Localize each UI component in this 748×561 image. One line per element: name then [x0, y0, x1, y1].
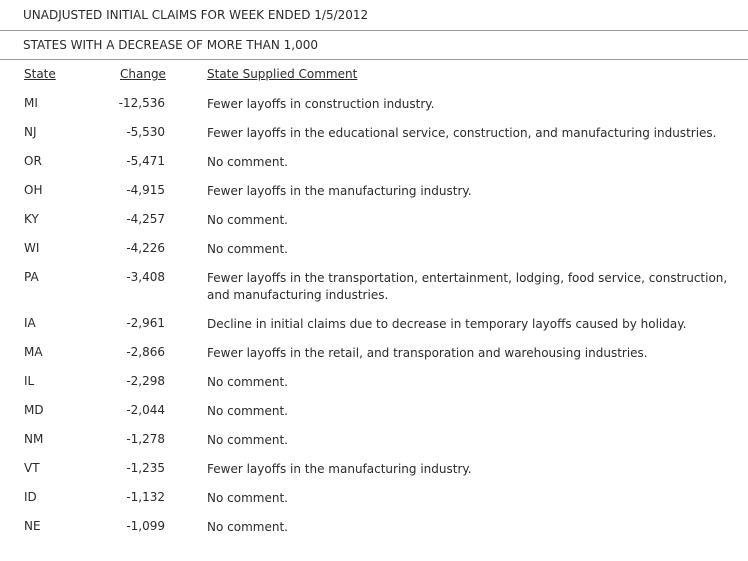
state-cell: PA: [24, 270, 39, 284]
comment-cell: No comment.: [207, 155, 288, 169]
column-header-change: Change: [120, 67, 166, 81]
table-row: [0, 183, 748, 212]
state-cell: KY: [24, 212, 39, 226]
comment-cell: Fewer layoffs in the manufacturing industry.: [207, 462, 472, 476]
table-row: [0, 374, 748, 403]
state-cell: ID: [24, 490, 37, 504]
change-cell: -5,530: [126, 125, 165, 139]
table-header: [0, 67, 748, 85]
state-cell: NE: [24, 519, 41, 533]
state-cell: MD: [24, 403, 44, 417]
comment-cell: No comment.: [207, 433, 288, 447]
change-cell: -2,866: [126, 345, 165, 359]
comment-cell: Fewer layoffs in the retail, and transporation and warehousing industries.: [207, 346, 648, 360]
change-cell: -4,915: [126, 183, 165, 197]
state-cell: MA: [24, 345, 43, 359]
table-row: [0, 490, 748, 519]
state-cell: OR: [24, 154, 42, 168]
state-cell: WI: [24, 241, 40, 255]
state-cell: IA: [24, 316, 36, 330]
table-row: [0, 154, 748, 183]
column-header-comment: State Supplied Comment: [207, 67, 358, 81]
comment-cell: Fewer layoffs in the educational service, construction, and manufacturing industries.: [207, 126, 717, 140]
page-subtitle: STATES WITH A DECREASE OF MORE THAN 1,000: [23, 38, 318, 52]
table-row: [0, 270, 748, 316]
table-row: [0, 519, 748, 548]
table-row: [0, 461, 748, 490]
change-cell: -5,471: [126, 154, 165, 168]
title-row: [0, 0, 748, 31]
change-cell: -1,099: [126, 519, 165, 533]
change-cell: -1,235: [126, 461, 165, 475]
table-row: [0, 212, 748, 241]
table-row: [0, 432, 748, 461]
comment-cell: No comment.: [207, 375, 288, 389]
table-row: [0, 125, 748, 154]
comment-cell: Decline in initial claims due to decrease in temporary layoffs caused by holiday.: [207, 317, 687, 331]
state-cell: OH: [24, 183, 43, 197]
table-row: [0, 96, 748, 125]
subtitle-row: [0, 31, 748, 60]
change-cell: -1,132: [126, 490, 165, 504]
change-cell: -3,408: [126, 270, 165, 284]
state-cell: IL: [24, 374, 35, 388]
state-cell: NJ: [24, 125, 37, 139]
comment-cell: No comment.: [207, 520, 288, 534]
change-cell: -2,044: [126, 403, 165, 417]
comment-cell: Fewer layoffs in the transportation, entertainment, lodging, food service, construction, and manufacturing industries.: [207, 271, 728, 302]
column-header-state: State: [24, 67, 56, 81]
table-row: [0, 345, 748, 374]
comment-cell: Fewer layoffs in the manufacturing industry.: [207, 184, 472, 198]
change-cell: -2,961: [126, 316, 165, 330]
change-cell: -2,298: [126, 374, 165, 388]
change-cell: -1,278: [126, 432, 165, 446]
state-cell: MI: [24, 96, 38, 110]
state-cell: VT: [24, 461, 40, 475]
state-cell: NM: [24, 432, 44, 446]
change-cell: -4,226: [126, 241, 165, 255]
comment-cell: No comment.: [207, 213, 288, 227]
page-title: UNADJUSTED INITIAL CLAIMS FOR WEEK ENDED 1/5/2012: [23, 8, 369, 22]
change-cell: -12,536: [118, 96, 165, 110]
comment-cell: No comment.: [207, 491, 288, 505]
table-row: [0, 403, 748, 432]
table-row: [0, 241, 748, 270]
comment-cell: No comment.: [207, 404, 288, 418]
table-row: [0, 316, 748, 345]
comment-cell: Fewer layoffs in construction industry.: [207, 97, 435, 111]
table-body: [0, 96, 748, 548]
change-cell: -4,257: [126, 212, 165, 226]
comment-cell: No comment.: [207, 242, 288, 256]
